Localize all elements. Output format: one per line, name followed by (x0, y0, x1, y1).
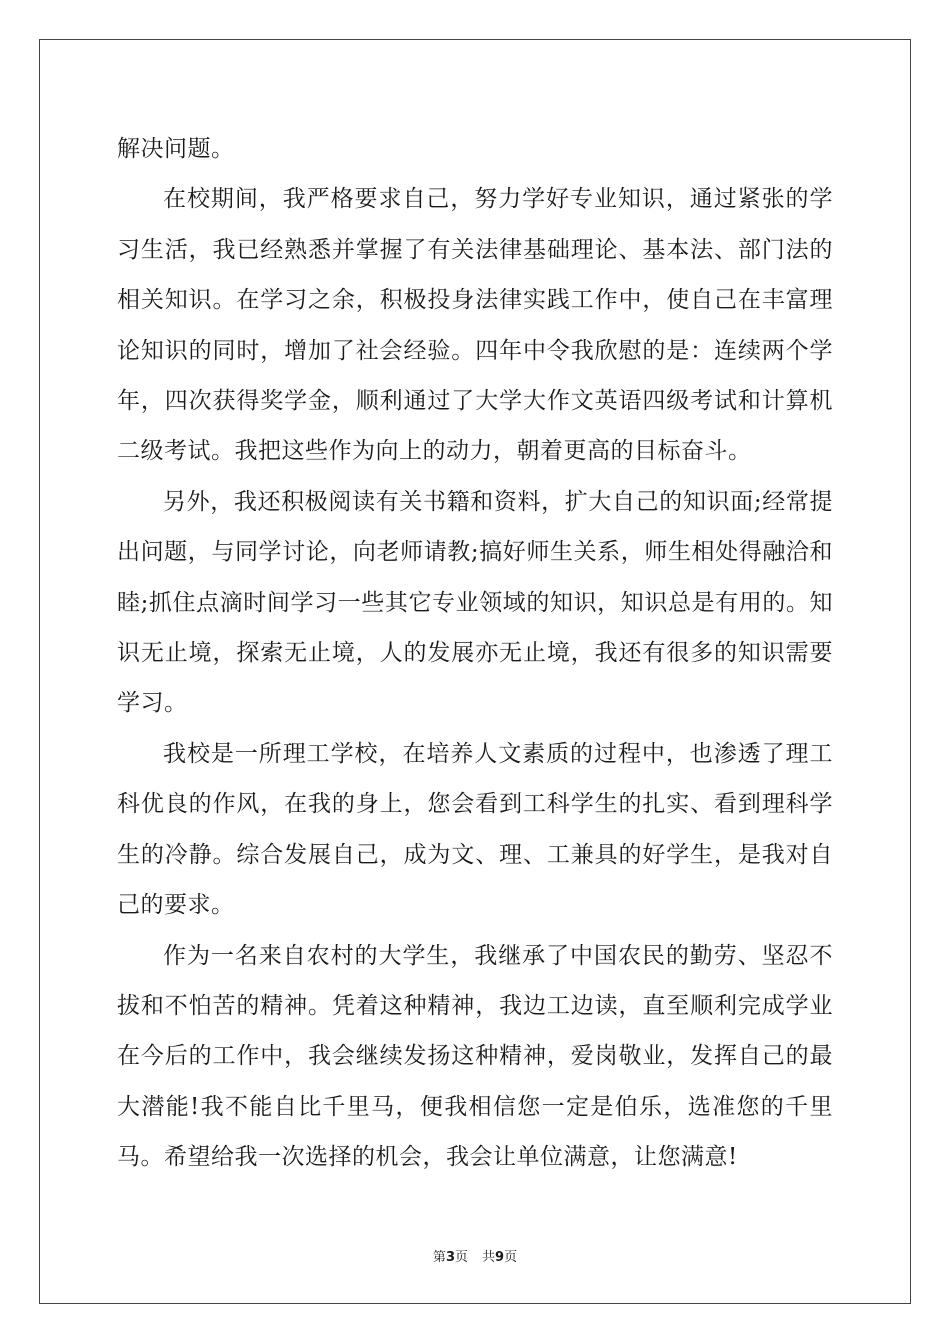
total-label-suffix: 页 (504, 1250, 518, 1265)
page-label-suffix: 页 (454, 1250, 468, 1265)
paragraph: 另外，我还积极阅读有关书籍和资料，扩大自己的知识面;经常提出问题，与同学讨论，向老师请教;搞好师生关系，师生相处得融洽和睦;抓住点滴时间学习一些其它专业领域的知识，知识总是有用的。知识无止境，探索无止境，人的发展亦无止境，我还有很多的知识需要学习。 (117, 488, 833, 717)
page-label-prefix: 第 (432, 1250, 446, 1265)
total-page-number: 9 (495, 1250, 505, 1265)
paragraph: 我校是一所理工学校，在培养人文素质的过程中，也渗透了理工科优良的作风，在我的身上，您会看到工科学生的扎实、看到理科学生的冷静。综合发展自己，成为文、理、工兼具的好学生，是我对自己的要求。 (117, 740, 833, 919)
current-page-number: 3 (445, 1250, 455, 1265)
paragraph: 作为一名来自农村的大学生，我继承了中国农民的勤劳、坚忍不拔和不怕苦的精神。凭着这种精神，我边工边读，直至顺利完成学业在今后的工作中，我会继续发扬这种精神，爱岗敬业，发挥自己的最大潜能!我不能自比千里马，便我相信您一定是伯乐，选准您的千里马。希望给我一次选择的机会，我会让单位满意，让您满意! (117, 942, 833, 1171)
paragraph: 在校期间，我严格要求自己，努力学好专业知识，通过紧张的学习生活，我已经熟悉并掌握了有关法律基础理论、基本法、部门法的相关知识。在学习之余，积极投身法律实践工作中，使自己在丰富理论知识的同时，增加了社会经验。四年中令我欣慰的是：连续两个学年，四次获得奖学金，顺利通过了大学大作文英语四级考试和计算机二级考试。我把这些作为向上的动力，朝着更高的目标奋斗。 (117, 186, 833, 465)
page-footer (0, 1246, 950, 1265)
document-body (117, 124, 833, 1183)
total-label-prefix: 共 (482, 1250, 496, 1265)
paragraph: 解决问题。 (117, 136, 235, 162)
